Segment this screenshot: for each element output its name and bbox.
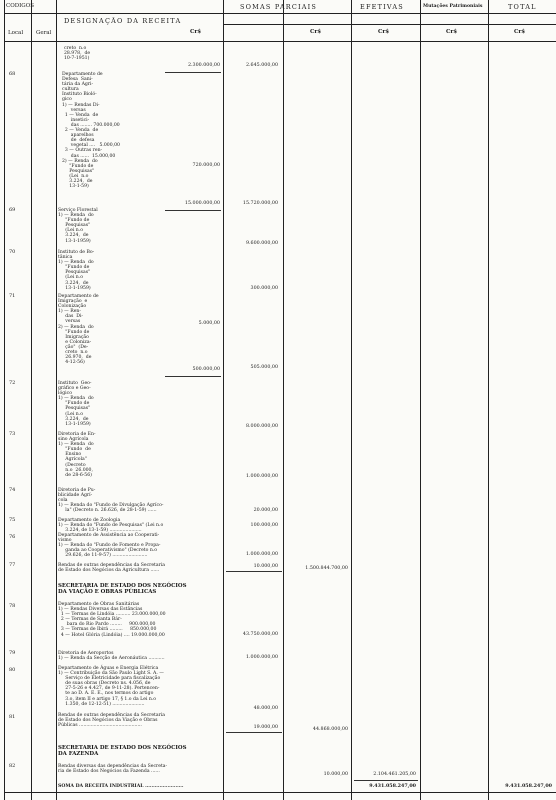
receita-description: creto n.o 28.978, de 10-7-1951) (64, 46, 91, 62)
code-local: 82 (9, 763, 16, 769)
section-heading: SECRETARIA DE ESTADO DOS NEGÓCIOS DA VIAÇÃO E OBRAS PÚBLICAS (58, 583, 187, 595)
code-local: 81 (9, 714, 16, 720)
section-total: 44.868.000,00 (312, 727, 348, 732)
header-rule (4, 41, 556, 42)
code-local: 70 (9, 249, 16, 255)
receita-description: Departamento de Assistência ao Cooperati- vismo 1) — Renda do "Fundo de Fomento e Propa- ganda ao Cooperativismo" (Decreto n.o 29.626, de 11-9-57) ........................ (58, 533, 161, 559)
code-local: 79 (9, 650, 16, 656)
unit-label: Cr$ (378, 29, 390, 35)
partial-amount: 1.000.000,00 (245, 655, 278, 660)
footer-rule (4, 792, 556, 793)
receita-description: Rendas de outras dependências da Secretaria de Estado dos Negócios da Viação e Obras Públicas ........................................... (58, 713, 166, 729)
partial-amount: 20.000,00 (253, 508, 278, 513)
partial-amount: 48.000,00 (253, 706, 278, 711)
partial-amount: 8.000.000,00 (245, 424, 278, 429)
unit-label: Cr$ (190, 29, 202, 35)
receita-description: Rendas diversas das dependências da Secreta- ria de Estado dos Negócios da Fazenda ...... (58, 764, 168, 775)
code-local: 71 (9, 293, 16, 299)
partial-amount: 9.600.000,00 (245, 241, 278, 246)
sub-amount: 2.300.000,00 (187, 63, 220, 68)
code-local: 78 (9, 603, 16, 609)
sum-rule (226, 571, 282, 572)
receita-description: Diretoria de Aeroportos 1) — Renda da Secção de Aeronáutica ........... (58, 651, 165, 662)
sub-amount: 720.000,00 (192, 163, 220, 168)
receita-description: Instituto Geo- gráfico e Geo- lógico 1) — Renda do "Fundo de Pesquisas" (Lei n.o 3.224, de 13-1-1959) (58, 381, 94, 427)
partial-amount: 300.000,00 (250, 286, 278, 291)
header-rule (4, 13, 556, 14)
sub-amount: 500.000,00 (192, 367, 220, 372)
efetiva-total: 9.431.058.247,00 (369, 783, 416, 789)
receita-description: Departamento de Defesa Sani- tária da Agri- cultura Instituto Bioló- gico 1) — Rendas Di- versas 1 — Venda de insetici- das ........ 700.000,00 2 — Venda de aparelhos de defesa vegetal .... 5.000,00 3 — Outras ren- das ...... 15.000,00 2) — Renda do "Fundo de Pesquisas" (Lei n.o 3.224, de 13-1-59) (62, 72, 120, 190)
sub-amount: 5.000,00 (198, 321, 220, 326)
section-total: 1.500.844.700,00 (305, 566, 348, 571)
sub-amount: 15.000.000,00 (184, 201, 220, 206)
receita-description: Rendas de outras dependências da Secretaria de Estado dos Negócios da Agricultura ...... (58, 563, 166, 574)
partial-amount: 1.000.000,00 (245, 474, 278, 479)
sum-rule (165, 72, 221, 73)
column-rule (420, 0, 421, 800)
code-local: 73 (9, 431, 16, 437)
header-efetivas: EFETIVAS (360, 3, 404, 11)
grand-total: 9.431.058.247,00 (505, 783, 552, 789)
code-local: 68 (9, 71, 16, 77)
section-heading: SECRETARIA DE ESTADO DOS NEGÓCIOS DA FAZENDA (58, 745, 187, 757)
code-local: 69 (9, 207, 16, 213)
sum-rule (165, 210, 221, 211)
column-rule (4, 0, 5, 800)
header-local: Local (8, 30, 24, 36)
receita-description: Diretoria de Pu- blicidade Agrí- cola 1) — Renda do "Fundo de Divulgação Agríco- la" (Decreto n. 26.626, de 28-1-59) ...... (58, 488, 164, 514)
partial-amount: 505.000,00 (250, 365, 278, 370)
column-rule (56, 0, 57, 800)
code-local: 77 (9, 562, 16, 568)
partial-amount: 1.000.000,00 (245, 552, 278, 557)
soma-label: SOMA DA RECEITA INDUSTRIAL ........................ (58, 784, 184, 789)
partial-amount: 100.000,00 (250, 523, 278, 528)
header-mutacoes: Mutações Patrimoniais (423, 4, 483, 9)
column-rule (283, 0, 284, 800)
header-somas-parciais: SOMAS PARCIAIS (240, 3, 318, 11)
sum-rule (165, 376, 221, 377)
partial-amount: 2.645.000,00 (245, 63, 278, 68)
code-local: 80 (9, 667, 16, 673)
receita-description: Departamento de Zoologia 1) — Renda do "Fundo de Pesquisas" (Lei n.o 3.224, de 13-1-59) ...................... (58, 518, 164, 534)
column-rule (31, 0, 32, 800)
efetiva-amount: 2.104.461.205,00 (373, 772, 416, 777)
unit-label: Cr$ (446, 29, 458, 35)
unit-label: Cr$ (310, 29, 322, 35)
code-local: 76 (9, 534, 16, 540)
receita-description: Departamento de Imigração e Colonização 1) — Ren- das Di- versas 2) — Renda do "Fundo de Imigração e Coloniza- ção" (De- creto n.o 26.970, de 4-12-56) (58, 294, 99, 366)
sum-rule (226, 732, 282, 733)
header-total: TOTAL (508, 3, 537, 11)
partial-amount: 15.720.000,00 (242, 201, 278, 206)
sum-rule (354, 780, 418, 781)
unit-label: Cr$ (514, 29, 526, 35)
header-designacao: DESIGNAÇÃO DA RECEITA (64, 17, 182, 25)
receita-description: Serviço Florestal 1) — Renda do "Fundo de Pesquisas" (Lei n.o 3.224, de 13-1-1959) (58, 208, 98, 244)
code-local: 72 (9, 380, 16, 386)
code-local: 74 (9, 487, 16, 493)
receita-description: Departamento de Obras Sanitárias 1) — Rendas Diversas das Estâncias 1 — Termas de Lindóia .......... 23.000.000,00 2 — Termas de Santa Bár- bara do Rio Pardo ........ 900.000,00 3 — Termas de Ibirá ......... 850.000,00 4 — Hotel Glória (Lindóia) .... 19.000.000,00 (58, 602, 166, 638)
receita-description: Instituto de Bo- tânica 1) — Renda do "Fundo de Pesquisas" (Lei n.o 3.224, de 13-1-1959) (58, 250, 95, 291)
partial-amount: 19.000,00 (253, 725, 278, 730)
partial-amount: 43.750.000,00 (242, 632, 278, 637)
code-local: 75 (9, 517, 16, 523)
header-geral: Geral (36, 30, 52, 36)
header-rule (223, 24, 556, 25)
column-rule (223, 0, 224, 800)
partial-amount: 10.000,00 (323, 772, 348, 777)
column-rule (488, 0, 489, 800)
partial-amount: 10.000,00 (253, 564, 278, 569)
receita-description: Departamento de Águas e Energia Elétrica 1) — Contribuição da São Paulo Light S. A. — Serviço de Eletricidade para fiscalização de suas obras (Decreto ns. 4.056, de 27-5-26 e 4.427, de 9-11-28). Pertencen- te ao D. A. E. E., nos termos do artigo 3.o, item II e artigo 17, § 1.o da Lei n.o 1.350, de 12-12-51) ...................... (58, 666, 164, 707)
header-codigos: CODIGOS (6, 3, 34, 9)
column-rule (351, 0, 352, 800)
receita-description: Diretoria de En- sino Agrícola 1) — Renda do "Fundo de Ensino Agrícola" (Decreto n.o 26.000, de 28-6-56) (58, 432, 96, 478)
